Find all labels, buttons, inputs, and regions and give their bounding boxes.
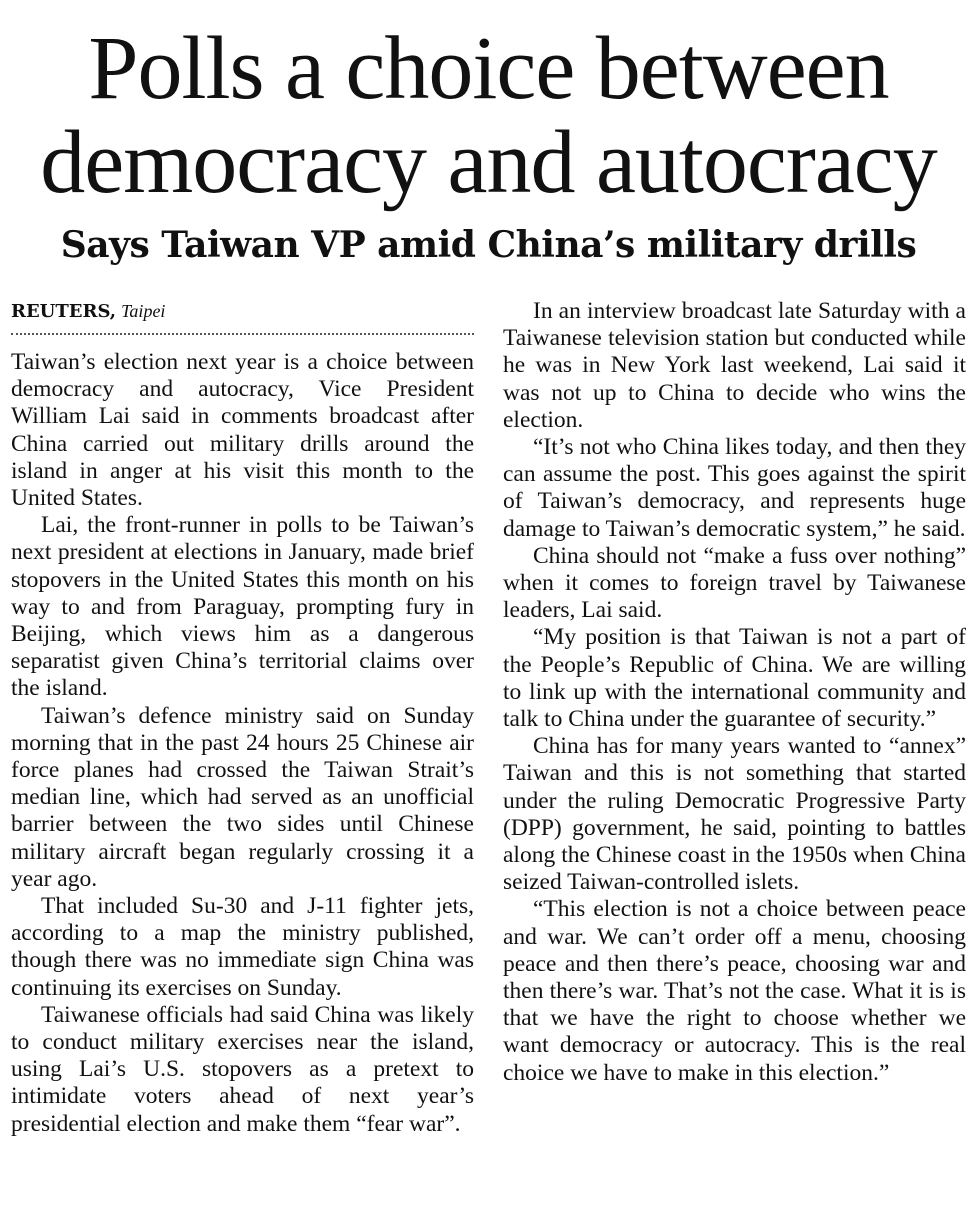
article-column-right — [503, 298, 966, 1087]
article-paragraph: Lai, the front-runner in polls to be Taiwan’s next president at elections in January, made brief stopovers in the United States this month on his way to and from Paraguay, prompting fury in Beijing, which views him as a dangerous separatist given China’s territorial claims over the island. — [11, 512, 474, 702]
article-column-left — [11, 298, 474, 1138]
article-paragraph: China has for many years wanted to “annex” Taiwan and this is not something that started under the ruling Democratic Progressive Party (DPP) government, he said, pointing to battles along the Chinese coast in the 1950s when China seized Taiwan-controlled islets. — [503, 733, 966, 896]
article-paragraph: China should not “make a fuss over nothing” when it comes to foreign travel by Taiwanese leaders, Lai said. — [503, 542, 966, 624]
article-paragraph: Taiwanese officials had said China was likely to conduct military exercises near the island, using Lai’s U.S. stopovers as a pretext to intimidate voters ahead of next year’s presidential election and make them “fear war”. — [11, 1001, 474, 1137]
byline — [11, 298, 474, 335]
article-paragraph: Taiwan’s defence ministry said on Sunday morning that in the past 24 hours 25 Chinese air force planes had crossed the Taiwan Strait’s median line, which had served as an unofficial barrier between the two sides until Chinese military aircraft began regularly crossing it a year ago. — [11, 702, 474, 892]
subheadline: Says Taiwan VP amid China’s military drills — [60, 224, 917, 266]
article-paragraph: That included Su-30 and J-11 fighter jets, according to a map the ministry published, though there was no immediate sign China was continuing its exercises on Sunday. — [11, 893, 474, 1001]
headline: Polls a choice between democracy and autocracy — [40, 19, 937, 212]
article-paragraph: In an interview broadcast late Saturday with a Taiwanese television station but conducted while he was in New York last weekend, Lai said it was not up to China to decide who wins the election. — [503, 298, 966, 433]
article-paragraph: “This election is not a choice between peace and war. We can’t order off a menu, choosing peace and then there’s peace, choosing war and then there’s war. That’s not the case. What it is is that we have the right to choose whether we want democracy or autocracy. This is the real choice we have to make in this election.” — [503, 896, 966, 1086]
byline-location: Taipei — [121, 301, 166, 321]
byline-agency: REUTERS, — [11, 301, 117, 322]
article-paragraph: “My position is that Taiwan is not a part of the People’s Republic of China. We are willing to link up with the international community and talk to China under the guarantee of security.” — [503, 624, 966, 733]
article-paragraph: “It’s not who China likes today, and then they can assume the post. This goes against the spirit of Taiwan’s democracy, and represents huge damage to Taiwan’s democratic system,” he said. — [503, 434, 966, 542]
article-paragraph: Taiwan’s election next year is a choice between democracy and autocracy, Vice President William Lai said in comments broadcast after China carried out military drills around the island in anger at his visit this month to the United States. — [11, 349, 474, 512]
